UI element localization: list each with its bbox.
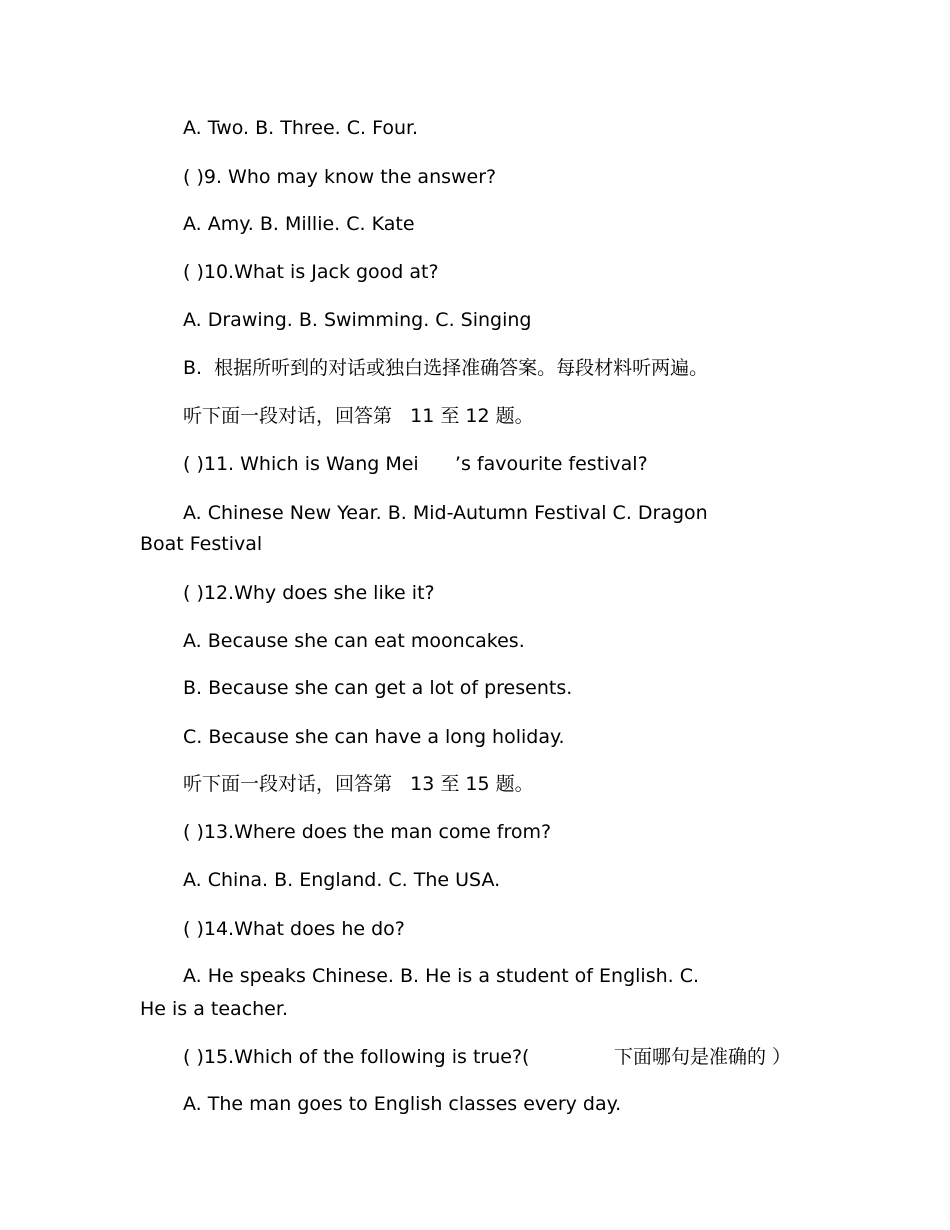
- question-12: ( )12.Why does she like it?: [183, 582, 435, 604]
- answer-option-12a: A. Because she can eat mooncakes.: [183, 630, 525, 652]
- answer-options-q11-continued: Boat Festival: [140, 533, 263, 555]
- answer-options-q10: A. Drawing. B. Swimming. C. Singing: [183, 309, 532, 331]
- answer-options-q8: A. Two. B. Three. C. Four.: [183, 117, 419, 139]
- answer-options-q14-continued: He is a teacher.: [140, 998, 288, 1020]
- listening-instruction-11-12: 听下面一段对话，回答第 11 至 12 题。: [183, 405, 534, 427]
- answer-option-15a: A. The man goes to English classes every day.: [183, 1093, 622, 1115]
- answer-options-q11: A. Chinese New Year. B. Mid-Autumn Festival C. Dragon: [183, 502, 708, 524]
- listening-instruction-13-15: 听下面一段对话，回答第 13 至 15 题。: [183, 773, 534, 795]
- question-9: ( )9. Who may know the answer?: [183, 166, 497, 188]
- answer-option-12b: B. Because she can get a lot of presents.: [183, 677, 573, 699]
- answer-options-q14: A. He speaks Chinese. B. He is a student of English. C.: [183, 965, 700, 987]
- question-11: ( )11. Which is Wang Mei ’s favourite festival?: [183, 453, 648, 475]
- question-14: ( )14.What does he do?: [183, 918, 405, 940]
- answer-options-q13: A. China. B. England. C. The USA.: [183, 869, 501, 891]
- section-b-instruction: B. 根据所听到的对话或独白选择准确答案。每段材料听两遍。: [183, 357, 709, 379]
- answer-options-q9: A. Amy. B. Millie. C. Kate: [183, 213, 415, 235]
- question-13: ( )13.Where does the man come from?: [183, 821, 552, 843]
- question-10: ( )10.What is Jack good at?: [183, 261, 439, 283]
- answer-option-12c: C. Because she can have a long holiday.: [183, 726, 565, 748]
- question-15: ( )15.Which of the following is true?( 下面哪句是准确的 ）: [183, 1046, 792, 1068]
